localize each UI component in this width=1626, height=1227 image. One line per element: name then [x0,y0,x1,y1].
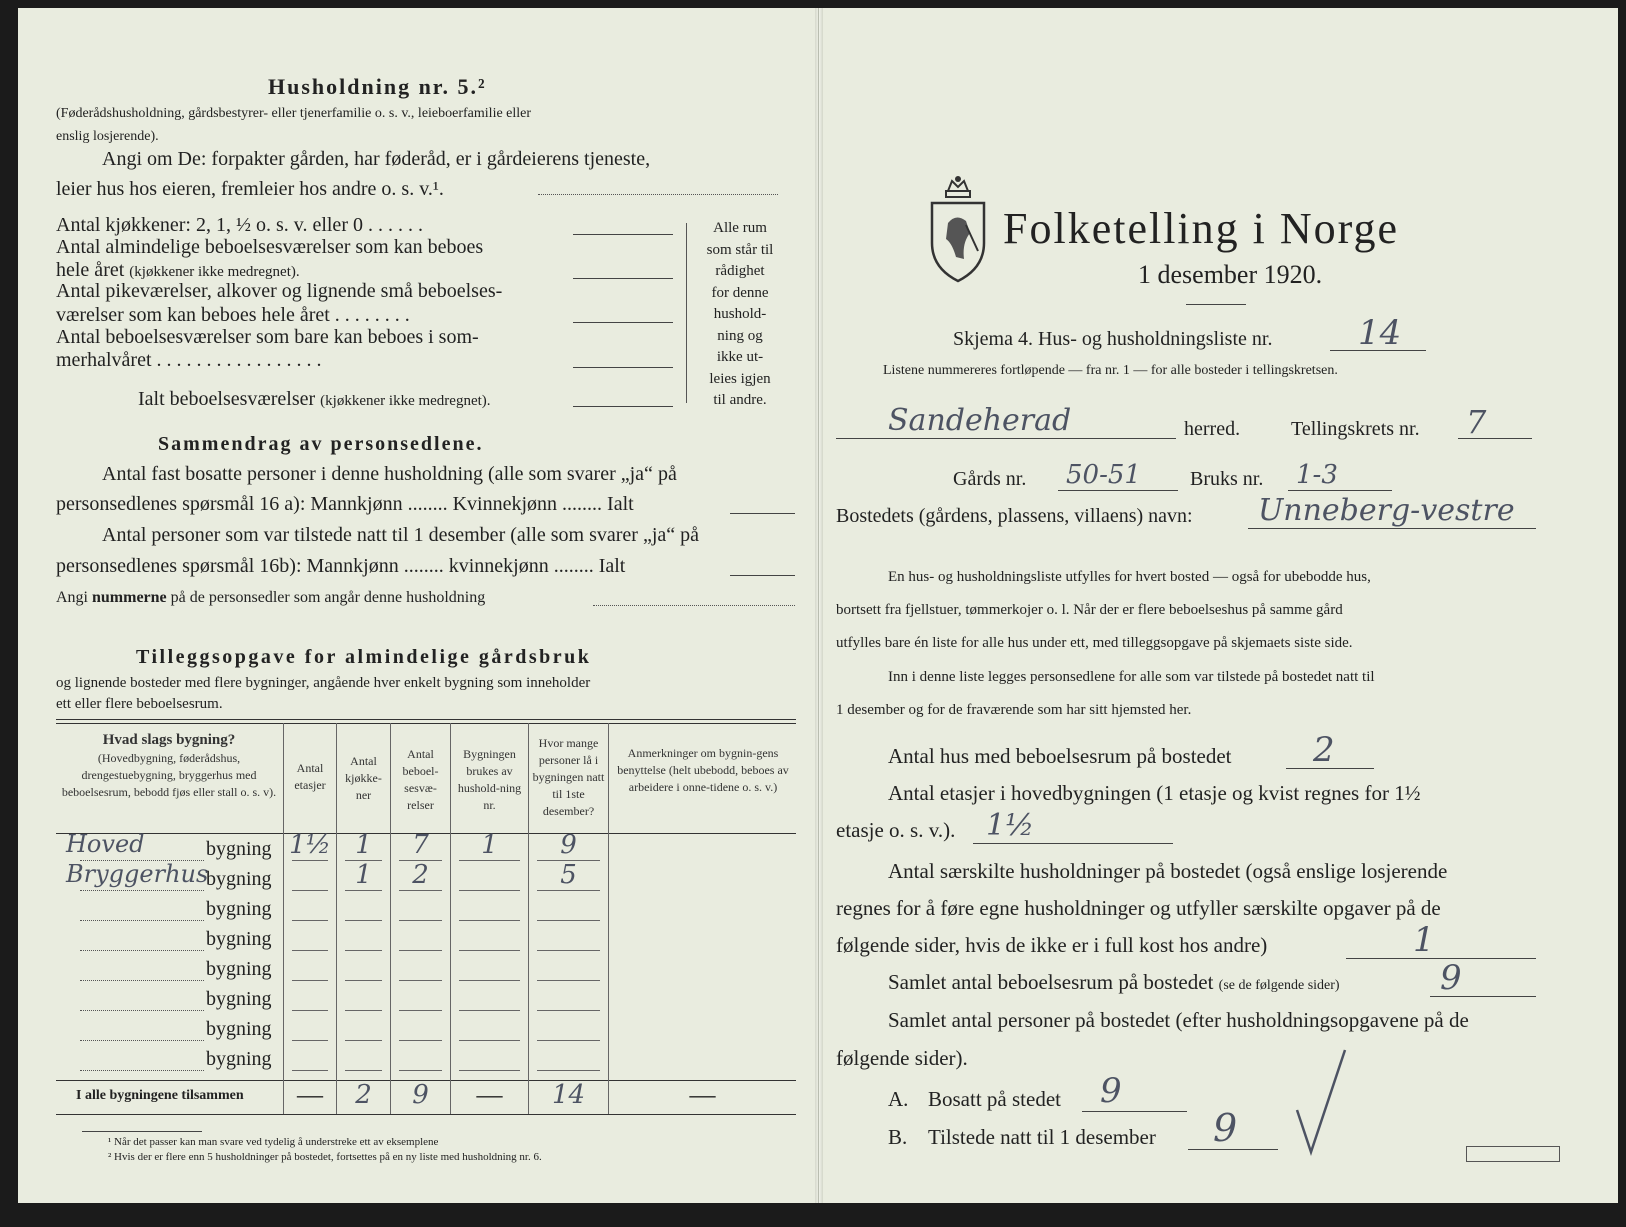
cell-line [345,890,382,891]
cell-hush[interactable]: 1 [481,830,498,860]
building-label: bygning [206,838,272,860]
cell-line [345,1040,382,1041]
kitchens-question: Antal kjøkkener: 2, 1, ½ o. s. v. eller 0 . . . . . . [56,214,423,236]
printer-stamp [1466,1146,1560,1162]
cell-line [345,920,382,921]
cell-line [399,1040,442,1041]
side-note: Alle rum som står til rådighet for denne hushold- ning og ikke ut- leies igjen til andre. [706,220,774,408]
total-persons: 14 [551,1080,586,1110]
numbers-answer-line[interactable] [593,605,795,606]
table-top-rule-2 [56,723,796,724]
cell-line [459,980,520,981]
persons-question: Samlet antal personer på bostedet (efter husholdningsopgavene på de [888,1008,1469,1032]
summary-resident: Antal fast bosatte personer i denne husholdning (alle som svarer „ja“ på [102,463,677,485]
kitchens-answer-line[interactable] [573,234,673,235]
present-total-line[interactable] [730,575,795,576]
cell-line [399,980,442,981]
census-sheet [18,8,1618,1203]
summary-resident-2: personsedlenes spørsmål 16 a): Mannkjønn ........ Kvinnekjønn ........ Ialt [56,493,634,515]
tenure-question: Angi om De: forpakter gården, har føderåd, er i gårdeierens tjeneste, [102,148,651,170]
cell-line [399,1070,442,1071]
cell-kjokken[interactable]: 1 [355,860,372,890]
household-title: Husholdning nr. 5.² [268,74,487,99]
building-label: bygning [206,1018,272,1040]
cell-line [459,890,520,891]
households-question: Antal særskilte husholdninger på bostedet (også enslige losjerende [888,859,1448,883]
col-divider [390,723,391,1114]
census-date: 1 desember 1920. [1138,260,1323,289]
tenure-answer-line[interactable] [538,194,778,195]
brace [686,223,687,403]
cell-line [399,920,442,921]
building-label: bygning [206,928,272,950]
cell-line [399,1010,442,1011]
household-intro: (Føderådshusholdning, gårdsbestyrer- eller tjenerfamilie o. s. v., leieboerfamilie eller [56,106,532,121]
cell-line [537,1010,600,1011]
numbering-note: Listene nummereres fortløpende — fra nr. 1 — for alle bosteder i tellingskretsen. [883,363,1338,378]
total-row-label: I alle bygningene tilsammen [76,1088,244,1103]
household-intro-2: enslig losjerende). [56,129,159,144]
cell-line [459,1070,520,1071]
summary-title: Sammendrag av personsedlene. [158,433,484,455]
cell-line [537,950,600,951]
present-label: Tilstede natt til 1 desember [928,1125,1156,1149]
municipality-value[interactable]: Sandeherad [888,403,1072,438]
instruction-4: Inn i denne liste legges personsedlene for alle som var tilstede på bostedet natt til [888,669,1375,685]
rooms-answer-line[interactable] [573,278,673,279]
total-rooms-answer-line[interactable] [573,406,673,407]
cell-pers[interactable]: 5 [560,860,577,890]
cell-line [459,950,520,951]
table-top-rule [56,719,796,720]
cell-line [292,1070,328,1071]
footnote-1: ¹ Når det passer kan man svare ved tydelig å understreke ett av eksemplene [108,1136,439,1148]
checkmark-icon [1293,1048,1353,1163]
col-header-kitchens: Antal kjøkke-ner [345,754,382,802]
place-name-label: Bostedets (gårdens, plassens, villaens) navn: [836,505,1193,527]
cell-line [292,1010,328,1011]
cell-line [537,920,600,921]
instruction-5: 1 desember og for de fraværende som har sitt hjemsted her. [836,702,1192,718]
summary-present-2: personsedlenes spørsmål 16b): Mannkjønn ........ kvinnekjønn ........ Ialt [56,555,626,577]
col-divider [608,723,609,1114]
tenure-question-2: leier hus hos eieren, fremleier hos andre o. s. v.¹. [56,178,444,200]
building-name-line [80,1010,204,1011]
cell-etasjer[interactable]: 1½ [289,830,331,860]
houses-value[interactable]: 2 [1313,730,1335,770]
cell-line [537,890,600,891]
total-kitchens: 2 [355,1080,372,1110]
households-value[interactable]: 1 [1413,920,1435,960]
cell-line [345,1010,382,1011]
floors-value[interactable]: 1½ [986,808,1035,843]
total-rooms: 9 [412,1080,429,1110]
building-name-line [80,1040,204,1041]
total-remarks: — [689,1080,716,1109]
cell-line [292,920,328,921]
cell-line [292,1040,328,1041]
households-question-2: regnes for å føre egne husholdninger og utfyller særskilte opgaver på de [836,896,1441,920]
households-question-3: følgende sider, hvis de ikke er i full kost hos andre) [836,933,1268,957]
persons-question-2: følgende sider). [836,1046,968,1070]
cell-line [292,980,328,981]
resident-value[interactable]: 9 [1100,1071,1122,1111]
footnote-rule [82,1131,202,1132]
municipality-line [836,438,1176,439]
present-value[interactable]: 9 [1213,1106,1238,1150]
building-label: bygning [206,898,272,920]
coat-of-arms-icon [926,173,990,288]
building-name[interactable]: Bryggerhus [66,860,209,888]
building-name[interactable]: Hoved [66,830,145,858]
resident-total-line[interactable] [730,513,795,514]
col-divider [283,723,284,1114]
schema-number-line [1330,350,1426,351]
cell-line [345,980,382,981]
col-header-remarks: Anmerkninger om bygnin-gens benyttelse (helt ubebodd, beboes av arbeidere i onne-tidene o. s. v.) [617,746,789,794]
left-page [18,8,819,1203]
cell-line [459,1010,520,1011]
cell-line [292,950,328,951]
cell-line [399,890,442,891]
holding-number-label: Bruks nr. [1190,468,1264,490]
rooms-question: Antal almindelige beboelsesværelser som kan beboes [56,236,484,258]
maid-rooms-question-2: værelser som kan beboes hele året . . . . . . . . [56,304,410,326]
building-label: bygning [206,988,272,1010]
summer-rooms-question-2: merhalvåret . . . . . . . . . . . . . . . . . [56,349,322,371]
cell-line [345,950,382,951]
farm-number-label: Gårds nr. [953,468,1027,490]
instruction-1: En hus- og husholdningsliste utfylles for hvert bosted — også for ubebodde hus, [888,569,1371,585]
total-household: — [476,1080,503,1109]
supplement-intro-2: ett eller flere beboelsesrum. [56,696,223,712]
district-line [1458,438,1532,439]
rooms-question-2: hele året (kjøkkener ikke medregnet). [56,259,300,281]
farm-number-line [1058,490,1178,491]
cell-line [292,890,328,891]
houses-question: Antal hus med beboelsesrum på bostedet [888,744,1232,768]
building-name-line [80,950,204,951]
floors-line [973,843,1173,844]
district-label: Tellingskrets nr. [1291,418,1420,440]
cell-kjokken[interactable]: 1 [355,830,372,860]
maid-rooms-answer-line[interactable] [573,322,673,323]
building-label: bygning [206,1048,272,1070]
right-page [818,8,1618,1203]
col-header-floors: Antal etasjer [294,761,326,792]
cell-line [345,1070,382,1071]
place-name-line [1248,528,1536,529]
total-rooms-line [1430,996,1536,997]
col-header-type: Hvad slags bygning? (Hovedbygning, føderådshus, drengestuebygning, bryggerhus med beboelsesrum, bebodd fjøs eller stall o. s. v). [61,732,277,799]
cell-line [537,1040,600,1041]
schema-label: Skjema 4. Hus- og husholdningsliste nr. [953,328,1273,350]
cell-pers[interactable]: 9 [560,830,577,860]
total-rooms-question: Ialt beboelsesværelser (kjøkkener ikke medregnet). [138,388,491,410]
cell-line [459,1040,520,1041]
cell-line [399,950,442,951]
col-divider [450,723,451,1114]
cell-line [537,1070,600,1071]
building-label: bygning [206,868,272,890]
cell-line [292,860,328,861]
building-name-line [80,920,204,921]
col-divider [336,723,337,1114]
summer-rooms-question: Antal beboelsesværelser som bare kan beboes i som- [56,326,479,348]
footnote-2: ² Hvis der er flere enn 5 husholdninger på bostedet, fortsettes på en ny liste med husholdning nr. 6. [108,1151,542,1163]
census-title: Folketelling i Norge [1003,204,1400,253]
place-name-value[interactable]: Unneberg-vestre [1258,493,1515,528]
present-line [1188,1149,1278,1150]
cell-line [537,980,600,981]
resident-label-letter: A. [888,1087,909,1111]
supplement-intro: og lignende bosteder med flere bygninger, angående hver enkelt bygning som inneholder [56,675,591,691]
houses-line [1286,768,1374,769]
instruction-2: bortsett fra fjellstuer, tømmerkojer o. l. Når der er flere beboelseshus på samme gård [836,602,1343,618]
summer-rooms-answer-line[interactable] [573,367,673,368]
schema-number[interactable]: 14 [1358,313,1402,353]
summary-present: Antal personer som var tilstede natt til 1 desember (alle som svarer „ja“ på [102,524,700,546]
building-name-line [80,890,204,891]
building-label: bygning [206,958,272,980]
total-rooms-question: Samlet antal beboelsesrum på bostedet (se de følgende sider) [888,970,1340,994]
instruction-3: utfylles bare én liste for alle hus under ett, med tilleggsopgave på skjemaets siste side. [836,635,1353,651]
present-label-letter: B. [888,1125,908,1149]
summary-numbers: Angi nummerne på de personsedler som angår denne husholdning [56,589,486,606]
supplement-title: Tilleggsopgave for almindelige gårdsbruk [136,646,592,668]
holding-number-line [1288,490,1392,491]
resident-label: Bosatt på stedet [928,1087,1061,1111]
col-header-persons: Hvor mange personer lå i bygningen natt til 1ste desember? [532,736,605,818]
district-value[interactable]: 7 [1466,403,1487,441]
col-header-rooms: Antal beboel-sesvæ-relser [402,747,439,812]
cell-line [459,920,520,921]
floors-question: Antal etasjer i hovedbygningen (1 etasje og kvist regnes for 1½ [888,781,1421,805]
holding-number-value[interactable]: 1-3 [1296,460,1338,490]
table-bottom-rule [56,1114,796,1115]
floors-question-2: etasje o. s. v.). [836,818,956,842]
farm-number-value[interactable]: 50-51 [1066,460,1141,490]
cell-rom[interactable]: 2 [412,860,429,890]
building-name-line [80,980,204,981]
total-rooms-value[interactable]: 9 [1440,958,1462,998]
col-header-household: Bygningen brukes av hushold-ning nr. [457,747,522,812]
cell-line [459,860,520,861]
resident-line [1082,1111,1187,1112]
maid-rooms-question: Antal pikeværelser, alkover og lignende små beboelses- [56,280,503,302]
building-name-line [80,1070,204,1071]
municipality-label: herred. [1184,418,1241,440]
cell-rom[interactable]: 7 [412,830,429,860]
col-divider [528,723,529,1114]
total-floors: — [297,1080,323,1109]
title-rule [1186,304,1246,305]
